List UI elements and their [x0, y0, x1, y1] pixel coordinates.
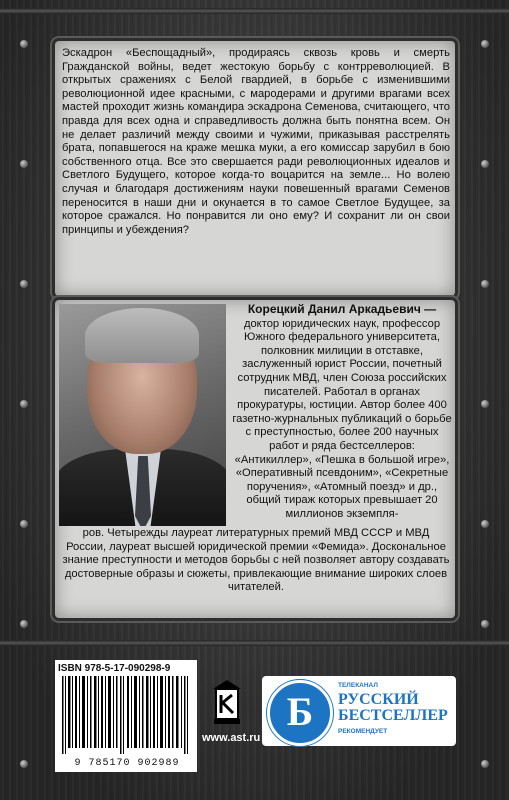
author-photo [59, 304, 226, 526]
rivet [20, 160, 28, 168]
rivet [20, 520, 28, 528]
rivet [481, 160, 489, 168]
ast-lantern-logo-icon [210, 679, 244, 725]
author-name: Корецкий Данил Аркадьевич — [247, 302, 437, 316]
metal-seam [0, 8, 509, 14]
barcode-number: 9 785170 902989 [74, 758, 180, 769]
rivet [20, 760, 28, 768]
rivet [20, 40, 28, 48]
rivet [481, 620, 489, 628]
rivet [20, 280, 28, 288]
rivet [20, 620, 28, 628]
hair-shape [85, 308, 199, 363]
rivet [20, 400, 28, 408]
book-blurb: Эскадрон «Беспощадный», продираясь сквозь кровь и смерть Гражданской войны, ведет жестокую борьбу с контрреволюцией. В открытых сражениях с Белой гвардией, в борьбе с изменившими революционной идее красными, с мародерами и другими врагами всех мастей проходит жизнь командира эскадрона Семенова, считающего, что правда для всех одна и справедливость должна быть понятна всем. Он не делает различий между своими и чужими, приказывая расстрелять брата, попавшегося на краже мешка муки, а его комиссар зарубил в бою собственного отца. Все это свершается ради революционных идеалов и Светлого Будущего, которое когда-то воцарится на земле... Но волею случая и благодаря достижениям науки повешенный врагами Семенов переносится в наши дни и окунается в то самое Светлое Будущее, за которое сражался. Но понравится ли оно ему? И сохранит ли он свои принципы и убеждения? [62, 47, 450, 236]
author-bio-continued: ров. Четырежды лауреат литературных премий МВД СССР и МВД России, лауреат высшей юридической премии «Фемида». Доскональное знание преступности и методов борьбы с ней позволяет автору создавать достоверные образы и сюжеты, привлекающие внимание широких слоев читателей. [62, 527, 450, 594]
rivet [481, 760, 489, 768]
badge-line2: БЕСТСЕЛЛЕР [338, 707, 448, 724]
isbn-label: ISBN 978-5-17-090298-9 [58, 663, 171, 674]
badge-recommends: РЕКОМЕНДУЕТ [338, 728, 388, 735]
author-bio-text: доктор юридических наук, профессор Южного федерального университета, полковник милиции в отставке, заслуженный юрист России, почетный сотрудник МВД, член Союза российских писателей. Работал в органах прокуратуры, юстиции. Автор более 400 газетно-журнальных публикаций о борьбе с преступностью, более 200 научных работ и ряда бестселлеров: «Антикиллер», «Пешка в большой игре», «Оперативный псевдоним», «Секретные поручения», «Атомный поезд» и др., общий тираж которых превышает 20 миллионов экземпля- [232, 317, 452, 520]
metal-seam [0, 640, 509, 646]
badge-line1: РУССКИЙ [338, 691, 419, 708]
badge-channel: ТЕЛЕКАНАЛ [338, 682, 378, 689]
author-bio-side [232, 303, 452, 522]
publisher-url[interactable]: www.ast.ru [202, 732, 261, 744]
rivet [481, 520, 489, 528]
rivet [481, 400, 489, 408]
rivet [481, 280, 489, 288]
barcode-icon [60, 676, 192, 754]
rivet [481, 40, 489, 48]
bestseller-letter: Б [286, 689, 314, 734]
